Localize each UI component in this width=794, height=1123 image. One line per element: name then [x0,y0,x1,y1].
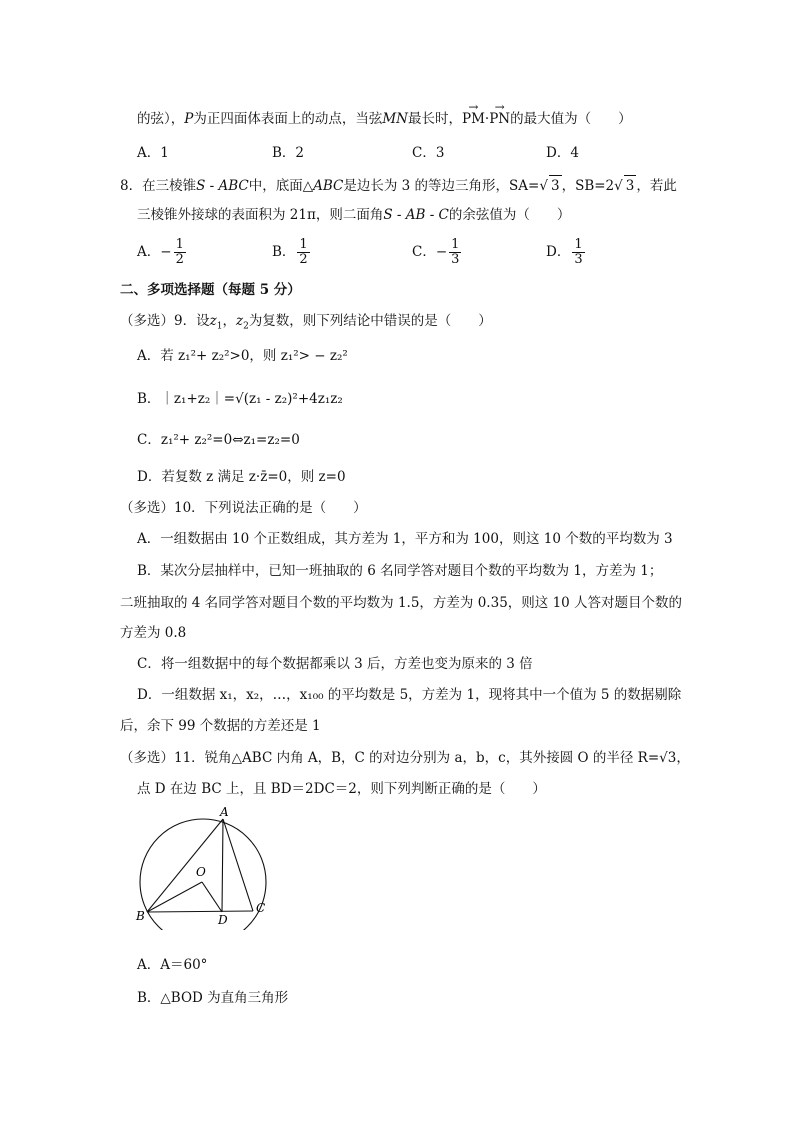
q7-var-p: P [184,111,194,127]
q8-option-b-label: B． [272,244,296,260]
q8-text-e: ，若此 [636,178,677,194]
q9-sub-1: 1 [216,321,223,332]
q8-option-d-num: 1 [574,237,583,252]
q7-option-b: B．2 [272,145,305,161]
q9-var-z1: z [209,313,217,329]
q8-option-a-label: A． [137,244,161,260]
q8-option-b [272,238,312,267]
segment-bo [147,882,202,912]
side-ab [147,819,223,912]
q8-option-d-label: D． [546,244,571,260]
q8-option-a [137,238,188,267]
q7-text-d: 的最大值为（ ） [510,111,632,127]
q10-option-a: A．一组数据由 10 个正数组成，其方差为 1，平方和为 100，则这 10 个数的平均数为 3 [137,531,673,547]
segment-ad [222,819,223,912]
q8-stem-line1: 8．在三棱锥S - ABC中，底面△ABC是边长为 3 的等边三角形，SA=√ 3 ，SB=2√ 3 ，若此 [120,175,677,196]
q8-option-d-fraction [572,238,584,267]
q9-text-b: ， [222,313,236,329]
q8-sqrt3-a: 3 [549,175,562,196]
q11-option-b: B．△BOD 为直角三角形 [137,990,289,1006]
q7-var-mn: MN [382,111,408,127]
q8-var-sabc: S - ABC [196,178,249,194]
q8-option-a-sign: − [160,244,172,260]
q10-option-b-line2: 二班抽取的 4 名同学答对题目个数的平均数为 1.5，方差为 0.35，则这 10 人答对题目个数的 [120,595,683,611]
q8-var-sabc-dihedral: S - AB - C [383,207,449,223]
q8-text-g: 的余弦值为（ ） [448,207,571,223]
q8-sqrt3-b: 3 [624,175,637,196]
q8-option-a-num: 1 [175,237,184,252]
q9-option-c: C．z₁²+ z₂²=0⇔z₁=z₂=0 [137,432,300,448]
q10-option-c: C．将一组数据中的每个数据都乘以 3 后，方差也变为原来的 3 倍 [137,656,533,672]
q11-option-a: A．A＝60° [137,957,208,973]
q7-dot: · [484,111,490,127]
q7-option-c: C．3 [412,145,445,161]
q8-option-d [546,238,587,267]
q8-option-c-den: 3 [451,252,460,267]
q8-var-abc: ABC [313,178,344,194]
label-c: C [256,901,266,915]
q8-text-a: 8．在三棱锥 [120,178,197,194]
q10-option-b-line1: B．某次分层抽样中，已知一班抽取的 6 名同学答对题目个数的平均数为 1，方差为 1； [137,563,663,579]
q8-text-d: ，SB=2 [561,178,615,194]
q11-stem-line2: 点 D 在边 BC 上，且 BD＝2DC＝2，则下列判断正确的是（ ） [137,781,546,797]
q9-text-a: （多选）9．设 [120,313,210,329]
q8-option-b-fraction [297,238,309,267]
label-b: B [136,909,145,923]
q7-text-b: 为正四面体表面上的动点，当弦 [193,111,383,127]
q7-vector-pm: → PM [462,106,485,129]
q8-option-c [412,238,463,267]
q8-stem-line2 [137,205,570,225]
q8-option-c-num: 1 [451,237,460,252]
q7-text-c: 最长时， [407,111,462,127]
q9-stem [120,311,492,337]
q10-stem: （多选）10．下列说法正确的是（ ） [120,500,367,516]
q7-option-a: A．1 [137,145,169,161]
q8-option-a-fraction [174,238,186,267]
q9-var-z2: z [235,313,244,329]
q8-option-a-den: 2 [175,252,184,267]
q8-text-b: 中，底面△ [248,178,314,194]
q9-option-b: B．｜z₁+z₂｜=√(z₁ - z₂)²+4z₁z₂ [137,391,343,407]
side-ac [223,819,253,911]
side-bc [147,911,253,912]
q10-option-b-line3: 方差为 0.8 [120,625,187,641]
q7-option-d: D．4 [546,145,579,161]
q8-text-c: 是边长为 3 的等边三角形，SA= [343,178,540,194]
section-2-title: 二、多项选择题（每题 5 分） [120,282,301,298]
q11-stem-line1: （多选）11．锐角△ABC 内角 A，B，C 的对边分别为 a，b，c，其外接圆 O 的半径 R=√3， [120,750,690,766]
q7-vector-pn: → PN [489,106,510,129]
q8-text-f: 三棱锥外接球的表面积为 21π，则二面角 [137,207,384,223]
q10-option-d-line1: D．一组数据 x₁，x₂，…，x₁₀₀ 的平均数是 5，方差为 1，现将其中一个值为 5 的数据剔除 [137,687,682,703]
q8-option-c-label: C． [412,244,436,260]
q9-option-a: A．若 z₁²+ z₂²>0，则 z₁²> − z₂² [137,348,348,364]
q8-option-c-fraction [449,238,461,267]
segment-od [202,882,222,912]
q10-option-d-line2: 后，余下 99 个数据的方差还是 1 [120,718,321,734]
q7-stem-tail [137,106,632,129]
q11-circle-figure [130,805,280,930]
label-o: O [196,865,206,879]
label-a: A [220,805,229,819]
q7-text-a: 的弦）， [137,111,185,127]
q8-option-b-den: 2 [299,252,308,267]
q9-text-c: 为复数，则下列结论中错误的是（ ） [248,313,492,329]
q9-sub-2: 2 [243,321,249,332]
label-d: D [218,913,228,927]
q8-option-b-num: 1 [299,237,308,252]
q8-option-c-sign: − [435,244,448,260]
q9-option-d: D．若复数 z 满足 z·z̄=0，则 z=0 [137,469,346,485]
q8-option-d-den: 3 [574,252,583,267]
